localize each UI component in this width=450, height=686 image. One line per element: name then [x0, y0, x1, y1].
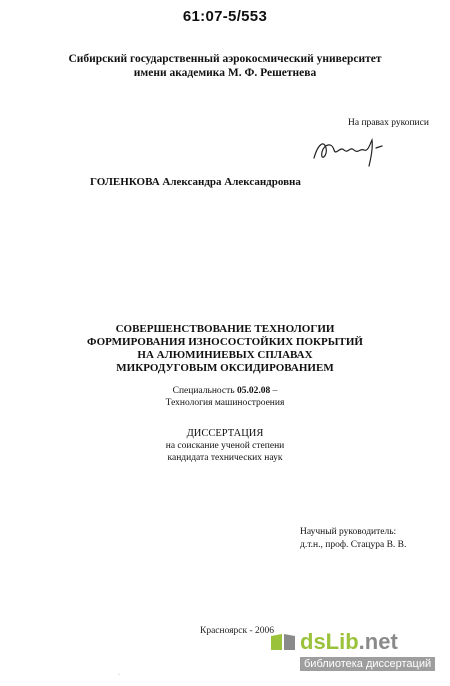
- title-line: СОВЕРШЕНСТВОВАНИЕ ТЕХНОЛОГИИ: [115, 323, 335, 335]
- advisor-label: Научный руководитель:: [300, 527, 397, 537]
- city-year: Красноярск - 2006: [200, 626, 275, 636]
- book-icon: [270, 632, 296, 652]
- university-line-2: имени академика М. Ф. Решетнева: [133, 67, 317, 79]
- advisor-name: д.т.н., проф. Стацура В. В.: [300, 540, 407, 550]
- watermark-subtitle: библиотека диссертаций: [300, 657, 435, 671]
- university-line-1: Сибирский государственный аэрокосмический университет: [68, 53, 382, 65]
- dissertation-block: [0, 428, 450, 464]
- specialty-dash: –: [270, 386, 278, 396]
- handwritten-signature: [310, 134, 400, 175]
- advisor-block: [300, 526, 406, 552]
- watermark-brand-tld: .net: [358, 629, 398, 654]
- specialty-line: [0, 385, 450, 397]
- scan-mark: ·: [118, 672, 120, 678]
- specialty-name: Технология машиностроения: [165, 398, 285, 408]
- degree-line-2: кандидата технических наук: [167, 453, 283, 463]
- specialty-code: 05.02.08: [236, 386, 271, 396]
- specialty-block: [0, 385, 450, 409]
- manuscript-note: На правах рукописи: [348, 118, 429, 128]
- watermark-brand: [300, 630, 445, 654]
- dslib-watermark[interactable]: [300, 630, 445, 672]
- author-name: ГОЛЕНКОВА Александра Александровна: [90, 176, 301, 188]
- degree-line-1: на соискание ученой степени: [165, 441, 285, 451]
- title-line: МИКРОДУГОВЫМ ОКСИДИРОВАНИЕМ: [116, 362, 334, 374]
- university-name: [0, 52, 450, 80]
- watermark-brand-main: dsLib: [300, 629, 359, 654]
- dissertation-heading: ДИССЕРТАЦИЯ: [186, 428, 264, 439]
- document-code: 61:07-5/553: [182, 8, 268, 25]
- dissertation-title: [0, 323, 450, 375]
- specialty-label: Специальность: [172, 386, 237, 396]
- title-line: ФОРМИРОВАНИЯ ИЗНОСОСТОЙКИХ ПОКРЫТИЙ: [87, 336, 363, 348]
- title-line: НА АЛЮМИНИЕВЫХ СПЛАВАХ: [137, 349, 313, 361]
